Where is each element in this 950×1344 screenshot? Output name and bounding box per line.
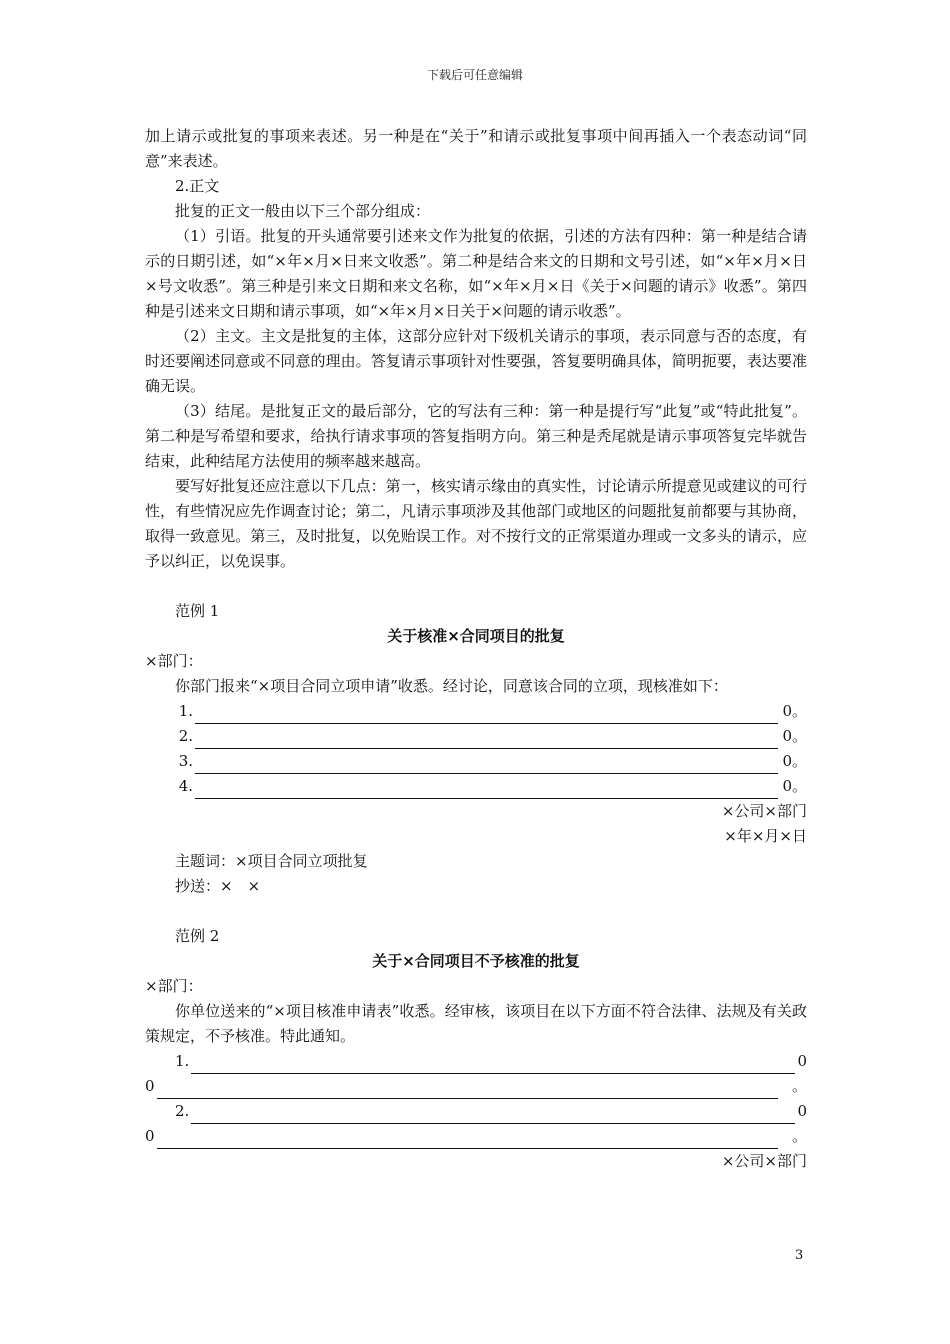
- blank-line: [195, 756, 778, 774]
- fill-line-item: [145, 1049, 807, 1074]
- spacer: [145, 899, 807, 924]
- example2-label: 范例 2: [175, 927, 220, 945]
- fill-line-continuation: [145, 1124, 807, 1149]
- example1-cc: 抄送：× ×: [175, 877, 261, 895]
- blank-line: [195, 731, 778, 749]
- item-end: 。: [791, 1077, 807, 1095]
- paragraph: 批复的正文一般由以下三个部分组成：: [175, 202, 431, 220]
- fill-line-item: [145, 1099, 807, 1124]
- blank-line: [195, 781, 778, 799]
- item-number: 1.: [175, 1052, 190, 1070]
- item-number: 2.: [175, 1102, 190, 1120]
- example2-body: 你单位送来的“×项目核准申请表”收悉。经审核，该项目在以下方面不符合法律、法规及有关政策规定，不予核准。特此通知。: [145, 1002, 807, 1045]
- item-end: 0: [797, 1102, 807, 1120]
- item-number: 3.: [178, 752, 193, 770]
- blank-line: [191, 1056, 795, 1074]
- item-number: 2.: [178, 727, 193, 745]
- item-number: 4.: [178, 777, 193, 795]
- paragraph: （1）引语。批复的开头通常要引述来文作为批复的依据，引述的方法有四种：第一种是结合请示的日期引述，如“×年×月×日来文收悉”。第二种是结合来文的日期和文号引述，如“×年×月×日×号文收悉”。第三种是引来文日期和来文名称，如“×年×月×日《关于×问题的请示》收悉”。第四种是引述来文日期和请示事项，如“×年×月×日关于×问题的请示收悉”。: [145, 227, 807, 320]
- item-end: 0。: [782, 702, 807, 720]
- example1-label: 范例 1: [175, 602, 220, 620]
- example1-addressee: ×部门：: [145, 652, 203, 670]
- item-end: 0。: [782, 777, 807, 795]
- paragraph: 要写好批复还应注意以下几点：第一，核实请示缘由的真实性，讨论请示所提意见或建议的可行性，有些情况应先作调查讨论；第二，凡请示事项涉及其他部门或地区的问题批复前都要与其协商，取得一致意见。第三，及时批复，以免贻误工作。对不按行文的正常渠道办理或一文多头的请示，应予以纠正，以免误事。: [145, 477, 807, 570]
- example1-subject: 主题词：×项目合同立项批复: [175, 852, 368, 870]
- example1-signature: ×公司×部门: [721, 802, 807, 820]
- blank-line: [195, 706, 778, 724]
- fill-line-item: [145, 774, 807, 799]
- example2-title: 关于×合同项目不予核准的批复: [372, 952, 580, 970]
- item-continuation: 0: [145, 1077, 155, 1095]
- page-number: 3: [795, 1248, 804, 1263]
- paragraph: （2）主文。主文是批复的主体，这部分应针对下级机关请示的事项，表示同意与否的态度，有时还要阐述同意或不同意的理由。答复请示事项针对性要强，答复要明确具体，简明扼要，表达要准确无误。: [145, 327, 807, 395]
- fill-line-item: [145, 724, 807, 749]
- item-end: 。: [791, 1127, 807, 1145]
- item-number: 1.: [178, 702, 193, 720]
- fill-line-continuation: [145, 1074, 807, 1099]
- blank-line: [157, 1131, 778, 1149]
- section-heading: 2.正文: [175, 177, 220, 195]
- example1-date: ×年×月×日: [724, 827, 807, 845]
- blank-line: [191, 1106, 795, 1124]
- paragraph: （3）结尾。是批复正文的最后部分，它的写法有三种：第一种是提行写“此复”或“特此批复”。第二种是写希望和要求，给执行请求事项的答复指明方向。第三种是秃尾就是请示事项答复完毕就告结束，此种结尾方法使用的频率越来越高。: [145, 402, 807, 470]
- item-continuation: 0: [145, 1127, 155, 1145]
- fill-line-item: [145, 749, 807, 774]
- document-body: [145, 124, 807, 1174]
- spacer: [145, 574, 807, 599]
- example1-body: 你部门报来“×项目合同立项申请”收悉。经讨论，同意该合同的立项，现核准如下：: [175, 677, 728, 695]
- page-header: 下载后可任意编辑: [426, 68, 523, 82]
- example2-signature: ×公司×部门: [721, 1152, 807, 1170]
- paragraph: 加上请示或批复的事项来表述。另一种是在“关于”和请示或批复事项中间再插入一个表态动词“同意”来表述。: [145, 127, 807, 170]
- example2-addressee: ×部门：: [145, 977, 203, 995]
- item-end: 0: [797, 1052, 807, 1070]
- blank-line: [157, 1081, 778, 1099]
- item-end: 0。: [782, 752, 807, 770]
- fill-line-item: [145, 699, 807, 724]
- example1-title: 关于核准×合同项目的批复: [387, 627, 565, 645]
- item-end: 0。: [782, 727, 807, 745]
